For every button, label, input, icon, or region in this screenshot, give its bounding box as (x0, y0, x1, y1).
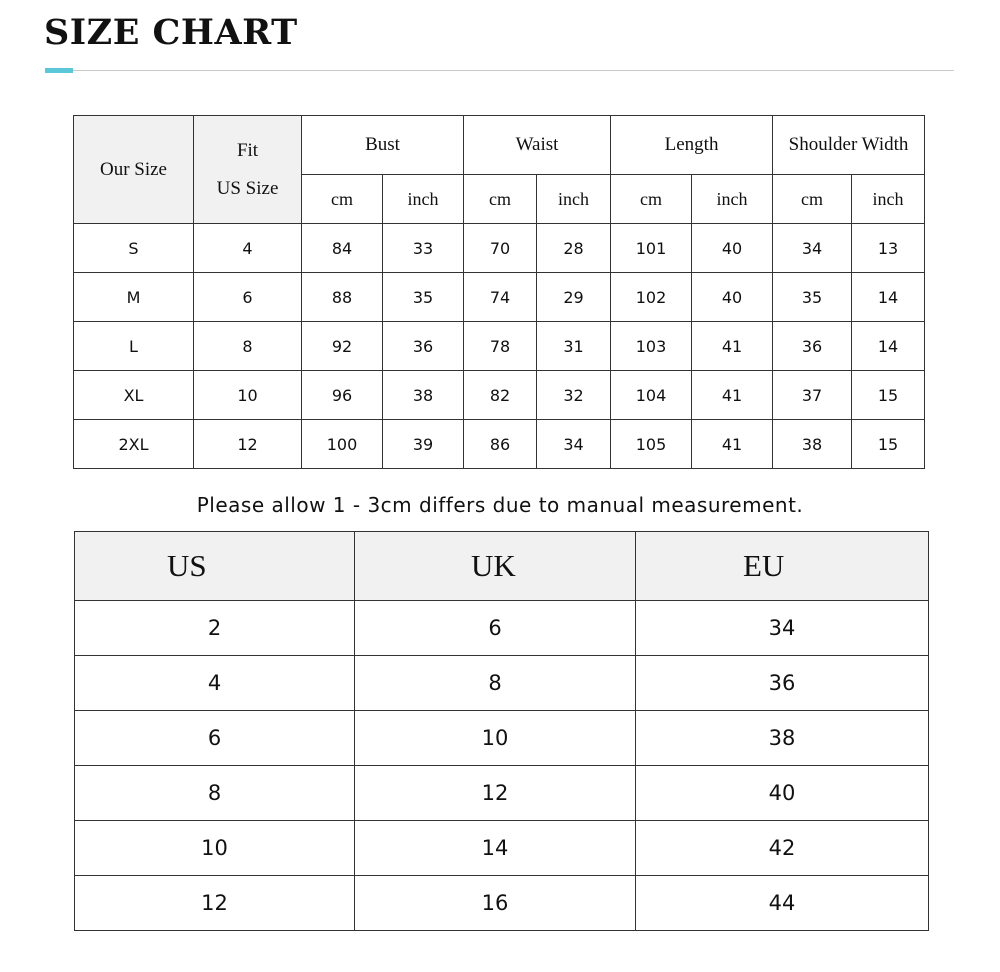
cell-length-cm: 102 (611, 273, 692, 322)
fit-header-line2: US Size (216, 177, 279, 199)
cell-bust-inch: 36 (383, 322, 464, 371)
cell-length-inch: 40 (692, 273, 773, 322)
cell-our-size: 2XL (74, 420, 194, 469)
table-row (75, 711, 929, 766)
cell-waist-cm: 70 (464, 224, 537, 273)
cell-bust-inch: 33 (383, 224, 464, 273)
unit-header: cm (464, 175, 537, 224)
cell-fit-us-size: 4 (194, 224, 302, 273)
cell-shoulder-inch: 15 (852, 420, 925, 469)
cell-shoulder-cm: 36 (773, 322, 852, 371)
our-size-header: Our Size (74, 116, 194, 224)
header-eu: EU (636, 532, 929, 601)
title-divider (45, 70, 954, 71)
cell-uk: 8 (355, 656, 636, 711)
unit-header: inch (852, 175, 925, 224)
unit-header: inch (383, 175, 464, 224)
cell-eu: 44 (636, 876, 929, 931)
cell-uk: 12 (355, 766, 636, 821)
size-measurement-table (73, 115, 925, 469)
fit-header-line1: Fit (236, 139, 259, 161)
size-conversion-table (74, 531, 929, 931)
table-row (75, 656, 929, 711)
cell-waist-inch: 31 (537, 322, 611, 371)
cell-bust-cm: 88 (302, 273, 383, 322)
page-title: SIZE CHART (44, 12, 298, 53)
unit-header: cm (302, 175, 383, 224)
cell-waist-cm: 86 (464, 420, 537, 469)
title-accent-bar (45, 68, 73, 73)
cell-our-size: S (74, 224, 194, 273)
cell-eu: 38 (636, 711, 929, 766)
group-header-waist: Waist (464, 116, 611, 175)
cell-length-inch: 40 (692, 224, 773, 273)
cell-us: 6 (75, 711, 355, 766)
cell-us: 12 (75, 876, 355, 931)
cell-shoulder-cm: 37 (773, 371, 852, 420)
header-us: US (75, 532, 355, 601)
cell-our-size: L (74, 322, 194, 371)
cell-shoulder-cm: 34 (773, 224, 852, 273)
header-uk: UK (355, 532, 636, 601)
cell-fit-us-size: 6 (194, 273, 302, 322)
cell-length-inch: 41 (692, 322, 773, 371)
cell-waist-inch: 34 (537, 420, 611, 469)
unit-header: cm (773, 175, 852, 224)
table-row (75, 601, 929, 656)
cell-bust-cm: 84 (302, 224, 383, 273)
cell-length-cm: 105 (611, 420, 692, 469)
cell-bust-inch: 39 (383, 420, 464, 469)
cell-our-size: M (74, 273, 194, 322)
group-header-length: Length (611, 116, 773, 175)
cell-fit-us-size: 8 (194, 322, 302, 371)
cell-shoulder-inch: 14 (852, 273, 925, 322)
cell-us: 2 (75, 601, 355, 656)
table-row (75, 876, 929, 931)
cell-length-cm: 101 (611, 224, 692, 273)
group-header-shoulder-width: Shoulder Width (773, 116, 925, 175)
cell-bust-inch: 38 (383, 371, 464, 420)
cell-length-inch: 41 (692, 420, 773, 469)
cell-waist-cm: 74 (464, 273, 537, 322)
cell-bust-cm: 100 (302, 420, 383, 469)
cell-fit-us-size: 12 (194, 420, 302, 469)
cell-eu: 40 (636, 766, 929, 821)
unit-header: inch (692, 175, 773, 224)
cell-waist-cm: 82 (464, 371, 537, 420)
fit-us-size-header (194, 116, 302, 224)
cell-shoulder-inch: 13 (852, 224, 925, 273)
unit-header: inch (537, 175, 611, 224)
cell-shoulder-cm: 38 (773, 420, 852, 469)
table-row (74, 224, 925, 273)
cell-length-cm: 104 (611, 371, 692, 420)
table-row (75, 821, 929, 876)
cell-us: 4 (75, 656, 355, 711)
table-row (74, 273, 925, 322)
cell-uk: 10 (355, 711, 636, 766)
cell-shoulder-cm: 35 (773, 273, 852, 322)
table-row (74, 322, 925, 371)
cell-us: 8 (75, 766, 355, 821)
cell-us: 10 (75, 821, 355, 876)
cell-uk: 16 (355, 876, 636, 931)
cell-shoulder-inch: 14 (852, 322, 925, 371)
cell-our-size: XL (74, 371, 194, 420)
cell-length-cm: 103 (611, 322, 692, 371)
table-row (74, 371, 925, 420)
cell-waist-inch: 28 (537, 224, 611, 273)
cell-waist-cm: 78 (464, 322, 537, 371)
cell-length-inch: 41 (692, 371, 773, 420)
cell-eu: 42 (636, 821, 929, 876)
cell-waist-inch: 29 (537, 273, 611, 322)
cell-bust-cm: 96 (302, 371, 383, 420)
group-header-bust: Bust (302, 116, 464, 175)
cell-uk: 14 (355, 821, 636, 876)
cell-uk: 6 (355, 601, 636, 656)
measurement-note: Please allow 1 - 3cm differs due to manual measurement. (196, 493, 804, 517)
table-row (74, 420, 925, 469)
cell-shoulder-inch: 15 (852, 371, 925, 420)
cell-bust-cm: 92 (302, 322, 383, 371)
cell-eu: 34 (636, 601, 929, 656)
cell-eu: 36 (636, 656, 929, 711)
cell-waist-inch: 32 (537, 371, 611, 420)
table-row (75, 766, 929, 821)
unit-header: cm (611, 175, 692, 224)
cell-fit-us-size: 10 (194, 371, 302, 420)
cell-bust-inch: 35 (383, 273, 464, 322)
